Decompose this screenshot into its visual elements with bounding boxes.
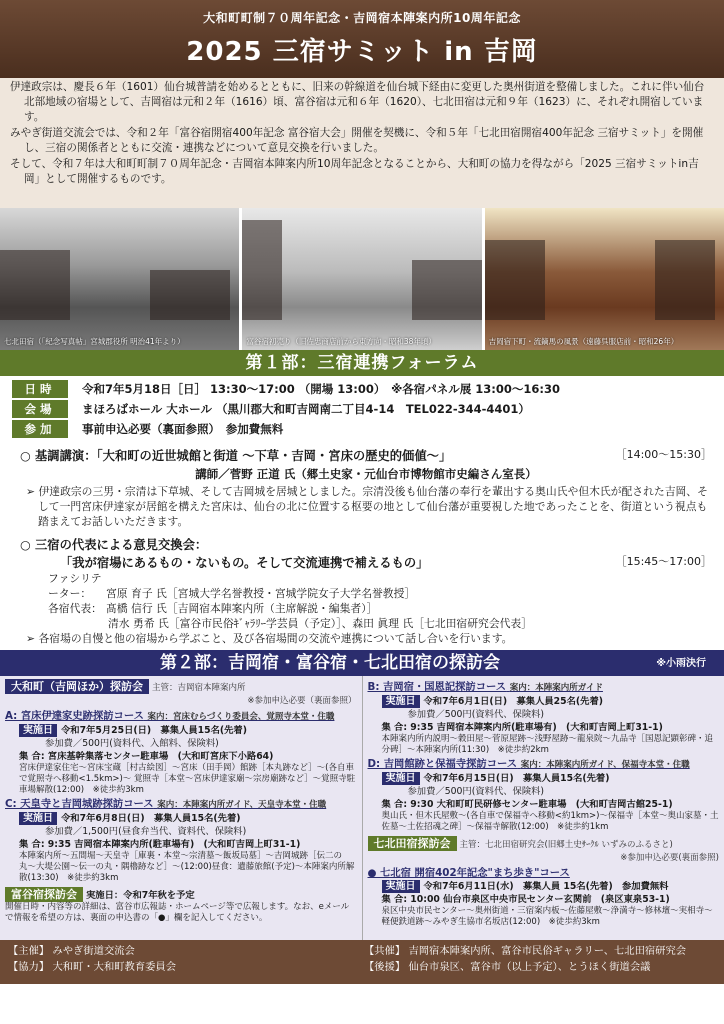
course-b-title: B: 吉岡宿・国恩記探訪コース (367, 681, 507, 693)
info-row-participation (12, 420, 714, 438)
intro-paragraph: 伊達政宗は、慶長６年（1601）仙台城普請を始めるとともに、旧来の幹線道を仙台城下経由に変更した奥州街道を整備しました。これに伴い仙台北部地域の宿場として、吉岡宿は元和２年（1616）頃、富谷宿は元和６年（1620）、七北田宿は元和９年（1623）に、それぞれ開宿しています。 (10, 81, 705, 123)
header-banner (0, 0, 724, 78)
exchange-theme: 「我が宿場にあるもの・ないもの。そして交流連携で補えるもの」 (60, 556, 429, 570)
tours-right: B: 吉岡宿・国恩記探訪コース 案内：本陣案内所ガイド 実施日 令和7年6月1日(日) 募集人員25名(先着) 参加費／500円(資料代、保険料) 集 合: 9:35 吉岡宿本陣案内所(駐車場有) (大和町吉岡上町31-1) 本陣案内所内説明〜穀田屋〜菅原屋跡〜浅野屋跡〜龍泉院〜九品寺［国恩記顕彰碑・追分碑］〜本陣案内所(11:30) ※徒歩約2km D: 吉岡館跡と保福寺探訪コース 案内：本陣案内所ガイド、保福寺本堂・住職 実施日 令和7年6月15日(日) 募集人員15名(先着) 参加費／500円(資料代、保険料) 集 合: 9:30 大和町町民研修センター駐車場 (大和町吉岡古館25-1) 奥山氏・但木氏屋敷〜(各自車で保福寺へ移動<約1km>)〜保福寺［本堂〜奥山家墓・土佐墓〜土佐招魂之碑］〜保福寺解散(12:00) ※徒歩約1km 七北田宿探訪会 主管：七北田宿研究会(旧郷土史ｻｰｸﾙ いずみのふるさと) ※参加申込必要(裏面参照) ● 七北宿 開宿402年記念"まち歩き"コース 実施日 令和7年6月11日(水) 募集人員 15名(先着) 参加費無料 集 合: 10:00 仙台市泉区中央市民センター玄関前 (泉区東泉53-1) 泉区中央市民センター〜奥州街道・三宿案内板〜佐藤屋敷〜浄満寺〜修林壇〜実相寺〜軽便鉄道跡〜みやぎ生協市名坂店(12:00) ※徒歩約3km (367, 681, 719, 927)
exchange-session (0, 531, 724, 648)
photo-nanakita (0, 208, 239, 350)
info-value: まほろばホール 大ホール （黒川郡大和町吉岡南二丁目4-14 TEL022-344-4401） (82, 402, 530, 416)
part1-title: 第１部：三宿連携フォーラム (0, 350, 724, 376)
facilitator: ファシリテーター： 宮原 育子 氏［宮城大学名誉教授・宮城学院女子大学名誉教授］ (48, 572, 416, 600)
course-c-title: C: 天皇寺と吉岡城跡探訪コース (5, 798, 154, 810)
representatives: 各宿代表： 髙橋 信行 氏［吉岡宿本陣案内所（主席解説・編集者）］ (48, 602, 378, 615)
organizer: 【主催】 みやぎ街道交流会 (8, 945, 135, 957)
representatives-2: 清水 勇希 氏［富谷市民俗ｷﾞｬﾗﾘｰ学芸員（予定）］、森田 眞理 氏［七北田宿研究会代表］ (108, 617, 533, 630)
part1-info (0, 376, 724, 442)
date-badge: 実施日 (19, 724, 57, 737)
course-nanakita-title: ● 七北宿 開宿402年記念"まち歩き"コース (367, 867, 570, 879)
part2-title: 第２部：吉岡宿・富谷宿・七北田宿の探訪会 ※小雨決行 (0, 650, 724, 676)
lecturer: 講師／菅野 正道 氏（郷土史家・元仙台市博物館市史編さん室長） (195, 467, 537, 481)
photo-tomiya (242, 208, 481, 350)
host: 主管：吉岡宿本陣案内所 (151, 683, 246, 693)
keynote-lecture (0, 442, 724, 531)
intro-paragraph: そして、令和７年は大和町町制７０周年記念・吉岡宿本陣案内所10周年記念となることから、大和町の協力を得ながら「2025 三宿サミットin吉岡」として開催するものです。 (10, 158, 699, 185)
tours-section (0, 676, 724, 940)
yamato-tour-tag: 大和町（吉岡ほか）探訪会 (5, 679, 149, 694)
photo-caption: 吉岡宿下町・流鏑馬の風景（遠藤呉服店前・昭和26年） (488, 337, 679, 346)
photo-yoshioka (485, 208, 724, 350)
info-value: 令和7年5月18日［日］ 13:30〜17:00 （開場 13:00） ※各宿パネル展 13:00〜16:30 (82, 382, 560, 396)
support: 【後援】 仙台市泉区、富谷市（以上予定）、とうほく街道会議 (364, 961, 651, 973)
info-row-venue (12, 400, 714, 418)
course-a-title: A: 宮床伊達家史跡探訪コース (5, 710, 144, 722)
exchange-heading: ○ 三宿の代表による意見交換会： (20, 538, 208, 552)
intro-paragraph: みやぎ街道交流会では、令和２年「富谷宿開宿400年記念 富谷宿大会」開催を契機に、令和５年「七北田宿開宿400年記念 三宿サミット」を開催し、三宿の関係者とともに交流・連携などについて意見交換を行いました。 (10, 127, 704, 154)
lecture-time: ［14:00〜15:30］ (615, 448, 712, 461)
lecture-heading: ○ 基調講演：「大和町の近世城館と街道 ～下草・吉岡・宮床の歴史的価値～」 (20, 449, 452, 463)
info-label: 会場 (12, 400, 68, 418)
exchange-time: ［15:45〜17:00］ (615, 555, 712, 568)
rain-note: ※小雨決行 (656, 658, 706, 669)
exchange-description: ➢ 各宿場の自慢と他の宿場から学ぶこと、及び各宿場間の交流や連携について話し合いを行います。 (26, 632, 513, 645)
info-label: 参加 (12, 420, 68, 438)
info-row-datetime (12, 380, 714, 398)
lecture-description: ➢ 伊達政宗の三男・宗清は下草城、そして吉岡城を居城としました。宗清没後も仙台藩の奉行を輩出する奥山氏や但木氏が配された吉岡、そして一門宮床伊達家が居館を構えた宮床は、仙台の北に位置する枢要の地として仙台藩が重要視した地であったことを、街道という視点も踏まえてお話しいただきます。 (26, 485, 708, 528)
info-value: 事前申込必要（裏面参照） 参加費無料 (82, 422, 284, 436)
nanakita-tour-tag: 七北田宿探訪会 (368, 836, 457, 851)
tours-left: 大和町（吉岡ほか）探訪会 主管：吉岡宿本陣案内所 ※参加申込必要（裏面参照） A: 宮床伊達家史跡探訪コース 案内：宮床むらづくり委員会、覚照寺本堂・住職 実施日 令和7年5月25日(日) 募集人員15名(先着) 参加費／500円(資料代、入館料、保険料) 集 合: 宮床基幹集落センター駐車場 (大和町宮床下小路64) 宮床伊達家住宅〜宮床宝蔵［村古絵図］〜宮床（田手岡）館跡［本丸跡など］〜(各自車で覚照寺へ移動<1.5km>)〜 覚照寺［本堂〜宮床伊達家廟〜宗房廟跡など］〜覚照寺駐車場解散(12:00) ※徒歩約3km C: 天皇寺と吉岡城跡探訪コース 案内：本陣案内所ガイド、天皇寺本堂・住職 実施日 令和7年6月8日(日) 募集人員15名(先着) 参加費／1,500円(昼食弁当代、資料代、保険料) 集 合: 9:35 吉岡宿本陣案内所(駐車場有) (大和町吉岡上町31-1) 本陣案内所〜五間堀〜天皇寺［庫裏・本堂〜宗清墓〜飯坂局墓］〜吉岡城跡［伝二の丸〜大堤公園〜伝一の丸・隅櫓跡など］〜(12:00)昼食：遺藤旅館(予定)〜本陣案内所解散(13:30) ※徒歩約3km 富谷宿探訪会 実施日：令和7年秋を予定 開催日時・内容等の詳細は、富谷市広報誌・ホームページ等で広報します。なお、eメールで情報を希望の方は、裏面の申込書の「●」欄を記入してください。 (0, 676, 363, 940)
page-title: 2025 三宿サミット in 吉岡 (186, 37, 538, 67)
photo-caption: 七北田宿（「紀念写真帖」宮城郡役所 明治41年より） (4, 337, 185, 346)
cooperation: 【協力】 大和町・大和町教育委員会 (8, 961, 177, 973)
co-organizer: 【共催】 吉岡宿本陣案内所、富谷市民俗ギャラリー、七北田宿研究会 (364, 945, 687, 957)
footer (0, 940, 724, 984)
intro-section (0, 78, 724, 208)
info-label: 日時 (12, 380, 68, 398)
photo-caption: 富谷宿初売り（旧佐忠商店前から東方向・昭和38年頃） (246, 337, 436, 346)
course-d-title: D: 吉岡館跡と保福寺探訪コース (367, 758, 518, 770)
tomiya-tour-tag: 富谷宿探訪会 (5, 887, 83, 902)
header-subtitle: 大和町町制７０周年記念・吉岡宿本陣案内所10周年記念 (203, 11, 521, 25)
photo-strip (0, 208, 724, 350)
